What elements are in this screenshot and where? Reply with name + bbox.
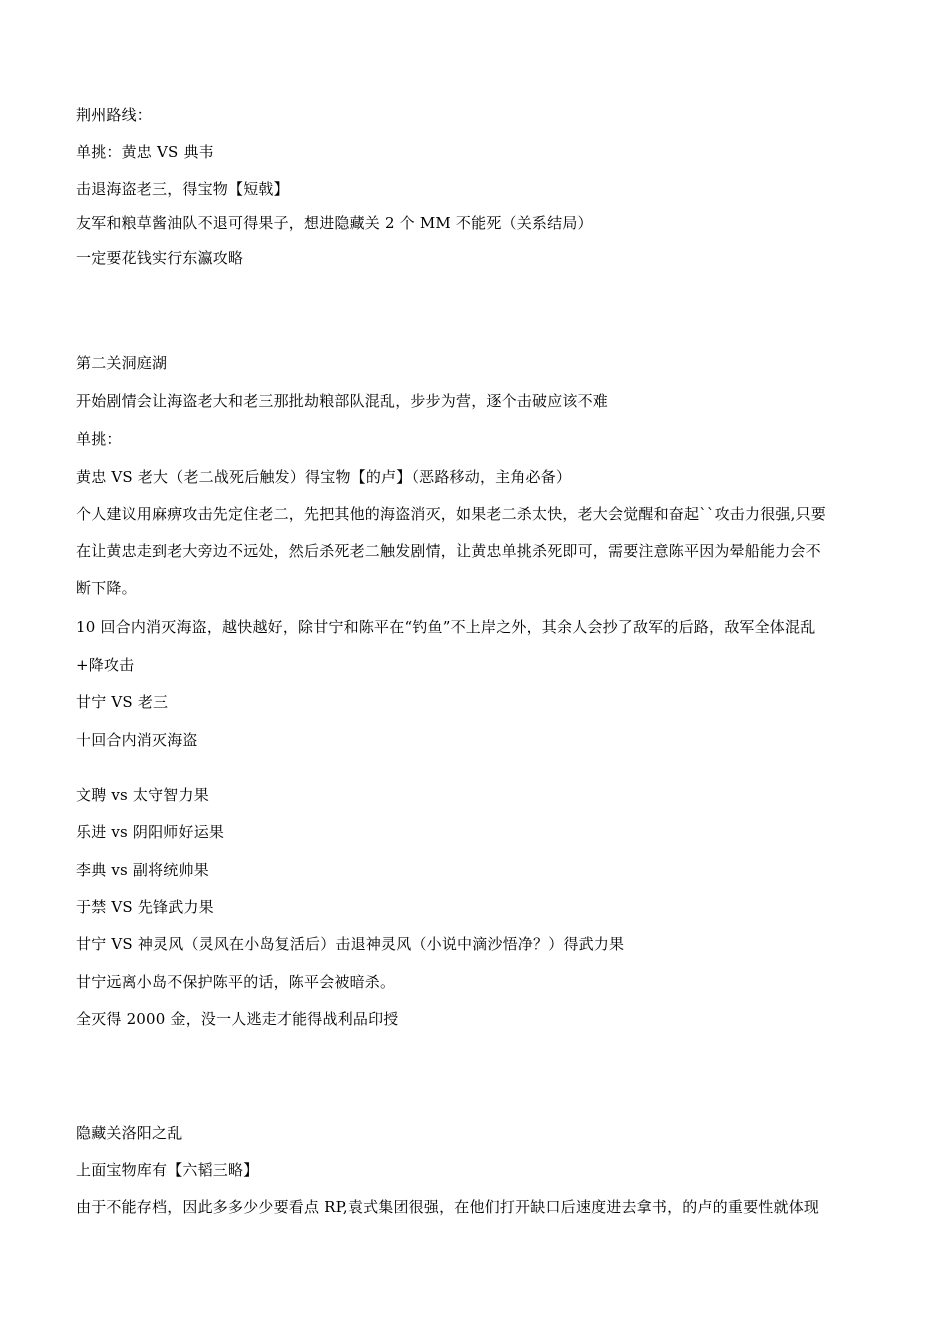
text-line: 在让黄忠走到老大旁边不远处，然后杀死老二触发剧情，让黄忠单挑杀死即可，需要注意陈平因为晕船能力会不 [76, 542, 821, 560]
text-line: 于禁 VS 先锋武力果 [76, 898, 214, 916]
text-line: 开始剧情会让海盗老大和老三那批劫粮部队混乱，步步为营，逐个击破应该不难 [76, 392, 609, 410]
text-line: 断下降。 [76, 579, 137, 597]
text-line: 一定要花钱实行东瀛攻略 [76, 249, 244, 267]
text-line: 10 回合内消灭海盗，越快越好，除甘宁和陈平在“钓鱼”不上岸之外，其余人会抄了敌军的后路，敌军全体混乱 [76, 618, 816, 636]
text-line: 十回合内消灭海盗 [76, 731, 198, 749]
text-line: 甘宁 VS 老三 [76, 693, 169, 711]
text-line: 李典 vs 副将统帅果 [76, 861, 209, 879]
text-line: 甘宁远离小岛不保护陈平的话，陈平会被暗杀。 [76, 973, 396, 991]
heading-dongtinghu: 第二关洞庭湖 [76, 354, 168, 372]
text-line: 全灭得 2000 金，没一人逃走才能得战利品印授 [76, 1010, 399, 1028]
text-line: 单挑：黄忠 VS 典韦 [76, 143, 214, 161]
text-line: 个人建议用麻痹攻击先定住老二，先把其他的海盗消灭，如果老二杀太快，老大会觉醒和奋起``攻击力很强,只要 [76, 505, 826, 523]
text-line: 黄忠 VS 老大（老二战死后触发）得宝物【的卢】（恶路移动，主角必备） [76, 468, 572, 486]
text-line: 友军和粮草酱油队不退可得果子，想进隐藏关 2 个 MM 不能死（关系结局） [76, 214, 593, 232]
text-line: 由于不能存档，因此多多少少要看点 RP,袁式集团很强，在他们打开缺口后速度进去拿书，的卢的重要性就体现 [76, 1198, 820, 1216]
text-line: 上面宝物库有【六韬三略】 [76, 1161, 259, 1179]
text-line: 击退海盗老三，得宝物【短戟】 [76, 180, 289, 198]
heading-jingzhou-route: 荆州路线： [76, 106, 153, 124]
text-line: 甘宁 VS 神灵风（灵风在小岛复活后）击退神灵风（小说中滴沙悟净？）得武力果 [76, 935, 625, 953]
text-line: 文聘 vs 太守智力果 [76, 786, 209, 804]
text-line: +降攻击 [76, 656, 135, 674]
text-line: 单挑： [76, 430, 122, 448]
heading-luoyang: 隐藏关洛阳之乱 [76, 1124, 183, 1142]
text-line: 乐进 vs 阴阳师好运果 [76, 823, 225, 841]
